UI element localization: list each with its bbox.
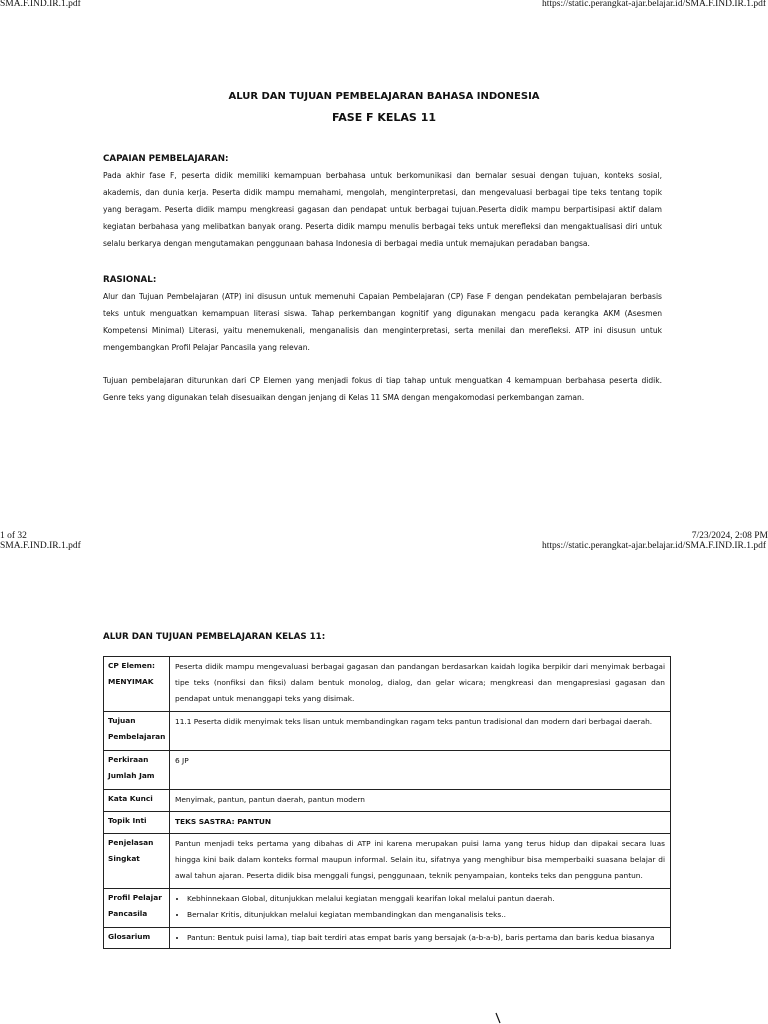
table-row-profil-pelajar [104, 889, 671, 928]
row-value: Menyimak, pantun, pantun daerah, pantun modern [170, 790, 671, 812]
table-row-topik-inti [104, 812, 671, 834]
row-value [170, 928, 671, 949]
document-title: ALUR DAN TUJUAN PEMBELAJARAN BAHASA INDONESIA [228, 91, 540, 102]
atp-kelas-heading: ALUR DAN TUJUAN PEMBELAJARAN KELAS 11: [103, 632, 326, 642]
cursor-mark-icon [494, 1012, 502, 1024]
profil-list [175, 891, 665, 923]
table-row-jumlah-jam [104, 751, 671, 790]
row-label: Penjelasan Singkat [104, 834, 170, 889]
capaian-paragraph: Pada akhir fase F, peserta didik memiliki kemampuan berbahasa untuk berkomunikasi dan bernalar sesuai dengan tujuan, konteks sosial, akademis, dan dunia kerja. Peserta didik mampu memahami, mengolah, menginterpretasi, dan mengevaluasi berbagai tipe teks tentang topik yang beragam. Peserta didik mampu mengkreasi gagasan dan pendapat untuk berbagai tujuan.Peserta didik mampu berpartisipasi aktif dalam kegiatan berbahasa yang melibatkan banyak orang. Peserta didik mampu menulis berbagai teks untuk merefleksi dan mengaktualisasi diri untuk selalu berkarya dengan mengutamakan penggunaan bahasa Indonesia di berbagai media untuk memajukan peradaban bangsa. [103, 171, 662, 249]
page-header-filename: SMA.F.IND.IR.1.pdf [0, 0, 81, 9]
row-value: TEKS SASTRA: PANTUN [170, 812, 671, 834]
row-value: 11.1 Peserta didik menyimak teks lisan untuk membandingkan ragam teks pantun tradisional dan modern dari berbagai daerah. [170, 712, 671, 751]
list-item: • Bernalar Kritis, ditunjukkan melalui kegiatan membandingkan dan menganalisis teks.. [187, 907, 665, 923]
row-label: Profil Pelajar Pancasila [104, 889, 170, 928]
row-value [170, 889, 671, 928]
rasional-heading: RASIONAL: [103, 275, 157, 285]
glosarium-list [175, 930, 665, 946]
list-item: • Pantun: Bentuk puisi lama), tiap bait terdiri atas empat baris yang bersajak (a-b-a-b), baris pertama dan baris kedua biasanya [187, 930, 665, 946]
row-label: Tujuan Pembelajaran [104, 712, 170, 751]
row-label: CP Elemen: MENYIMAK [104, 657, 170, 712]
table-row-cp-elemen [104, 657, 671, 712]
row-value: 6 JP [170, 751, 671, 790]
page-header-url[interactable]: https://static.perangkat-ajar.belajar.id/SMA.F.IND.IR.1.pdf [541, 0, 766, 9]
row-label: Kata Kunci [104, 790, 170, 812]
table-row-kata-kunci [104, 790, 671, 812]
print-timestamp: 7/23/2024, 2:08 PM [691, 531, 768, 541]
row-label: Topik Inti [104, 812, 170, 834]
atp-table [103, 656, 671, 949]
table-row-glosarium [104, 928, 671, 949]
row-value: Pantun menjadi teks pertama yang dibahas di ATP ini karena merupakan puisi lama yang terus hidup dan dipakai secara luas hingga kini baik dalam konteks formal maupun informal. Selain itu, sifatnya yang menghibur bisa memperbaiki suasana belajar di awal tahun ajaran. Peserta didik bisa menggali fungsi, penggunaan, teknik penyampaian, konteks teks dan pengguna pantun. [170, 834, 671, 889]
row-value: Peserta didik mampu mengevaluasi berbagai gagasan dan pandangan berdasarkan kaidah logika berpikir dari menyimak berbagai tipe teks (nonfiksi dan fiksi) dalam bentuk monolog, dialog, dan gelar wicara; mengkreasi dan mengapresiasi gagasan dan pendapat untuk menanggapi teks yang disimak. [170, 657, 671, 712]
rasional-paragraph: Alur dan Tujuan Pembelajaran (ATP) ini disusun untuk memenuhi Capaian Pembelajaran (CP) Fase F dengan pendekatan pembelajaran berbasis teks untuk menguatkan kemampuan literasi siswa. Tahap perkembangan kognitif yang digunakan mengacu pada kerangka AKM (Asesmen Kompetensi Minimal) Literasi, yaitu menemukenali, menganalisis dan menginterpretasi, serta menilai dan merefleksi. ATP ini disusun untuk mengembangkan Profil Pelajar Pancasila yang relevan. [103, 292, 662, 353]
row-label: Perkiraan Jumlah Jam [104, 751, 170, 790]
page-header-url[interactable]: https://static.perangkat-ajar.belajar.id/SMA.F.IND.IR.1.pdf [541, 541, 766, 551]
list-item: • Kebhinnekaan Global, ditunjukkan melalui kegiatan menggali kearifan lokal melalui pantun daerah. [187, 891, 665, 907]
table-row-tujuan [104, 712, 671, 751]
page-header-filename: SMA.F.IND.IR.1.pdf [0, 541, 81, 551]
document-subtitle: FASE F KELAS 11 [332, 111, 436, 124]
capaian-heading: CAPAIAN PEMBELAJARAN: [103, 154, 229, 164]
rasional-paragraph-2: Tujuan pembelajaran diturunkan dari CP Elemen yang menjadi fokus di tiap tahap untuk menguatkan 4 kemampuan berbahasa peserta didik. Genre teks yang digunakan telah disesuaikan dengan jenjang di Kelas 11 SMA dengan mengakomodasi perkembangan zaman. [103, 376, 662, 403]
page-counter: 1 of 32 [0, 531, 27, 541]
table-row-penjelasan [104, 834, 671, 889]
row-label: Glosarium [104, 928, 170, 949]
